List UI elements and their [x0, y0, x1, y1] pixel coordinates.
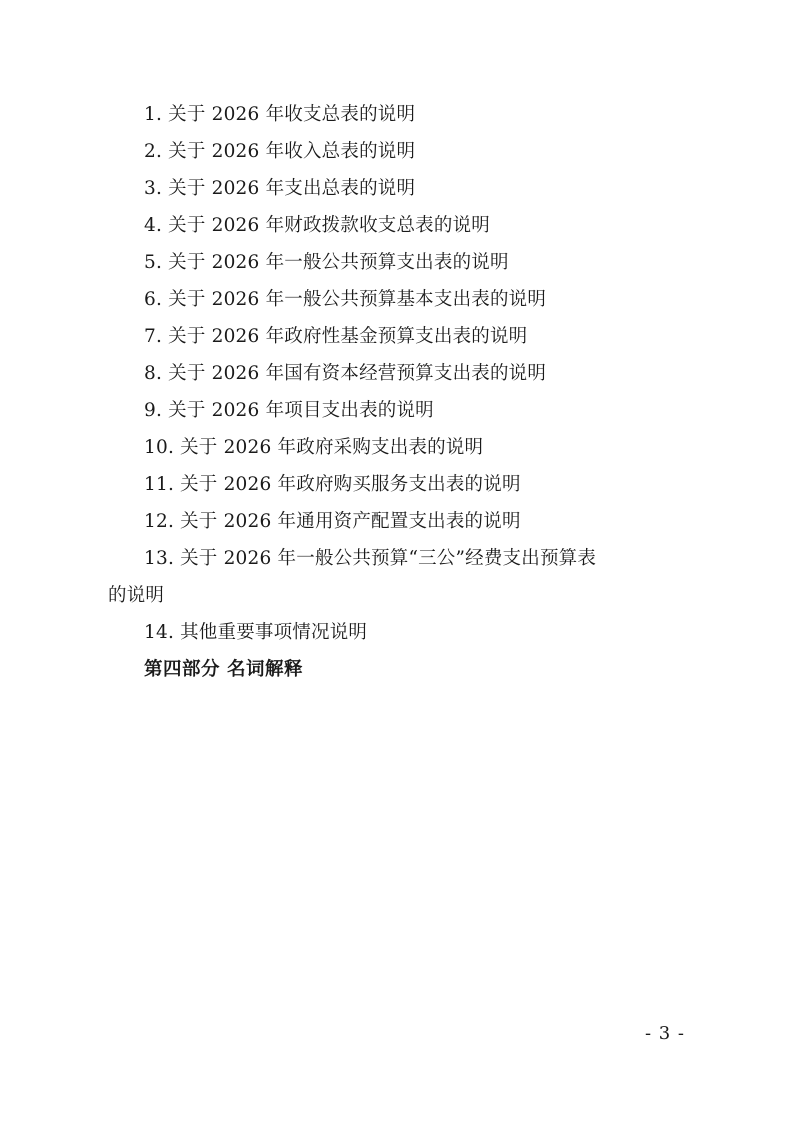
list-item-continuation: 的说明 — [108, 585, 165, 606]
list-item: 5. 关于 2026 年一般公共预算支出表的说明 — [144, 252, 509, 273]
list-item: 13. 关于 2026 年一般公共预算“三公”经费支出预算表 — [144, 548, 597, 569]
list-item: 12. 关于 2026 年通用资产配置支出表的说明 — [144, 511, 521, 532]
list-item: 3. 关于 2026 年支出总表的说明 — [144, 178, 416, 199]
list-item: 7. 关于 2026 年政府性基金预算支出表的说明 — [144, 326, 528, 347]
document-body — [108, 96, 685, 688]
list-item: 4. 关于 2026 年财政拨款收支总表的说明 — [144, 215, 490, 236]
page-number: - 3 - — [644, 1023, 685, 1044]
list-item: 14. 其他重要事项情况说明 — [144, 622, 368, 643]
list-item: 8. 关于 2026 年国有资本经营预算支出表的说明 — [144, 363, 547, 384]
list-item: 9. 关于 2026 年项目支出表的说明 — [144, 400, 434, 421]
list-item: 10. 关于 2026 年政府采购支出表的说明 — [144, 437, 484, 458]
list-item: 2. 关于 2026 年收入总表的说明 — [144, 141, 416, 162]
section-heading: 第四部分 名词解释 — [144, 659, 303, 680]
list-item: 6. 关于 2026 年一般公共预算基本支出表的说明 — [144, 289, 547, 310]
list-item: 1. 关于 2026 年收支总表的说明 — [144, 104, 416, 125]
list-item: 11. 关于 2026 年政府购买服务支出表的说明 — [144, 474, 521, 495]
